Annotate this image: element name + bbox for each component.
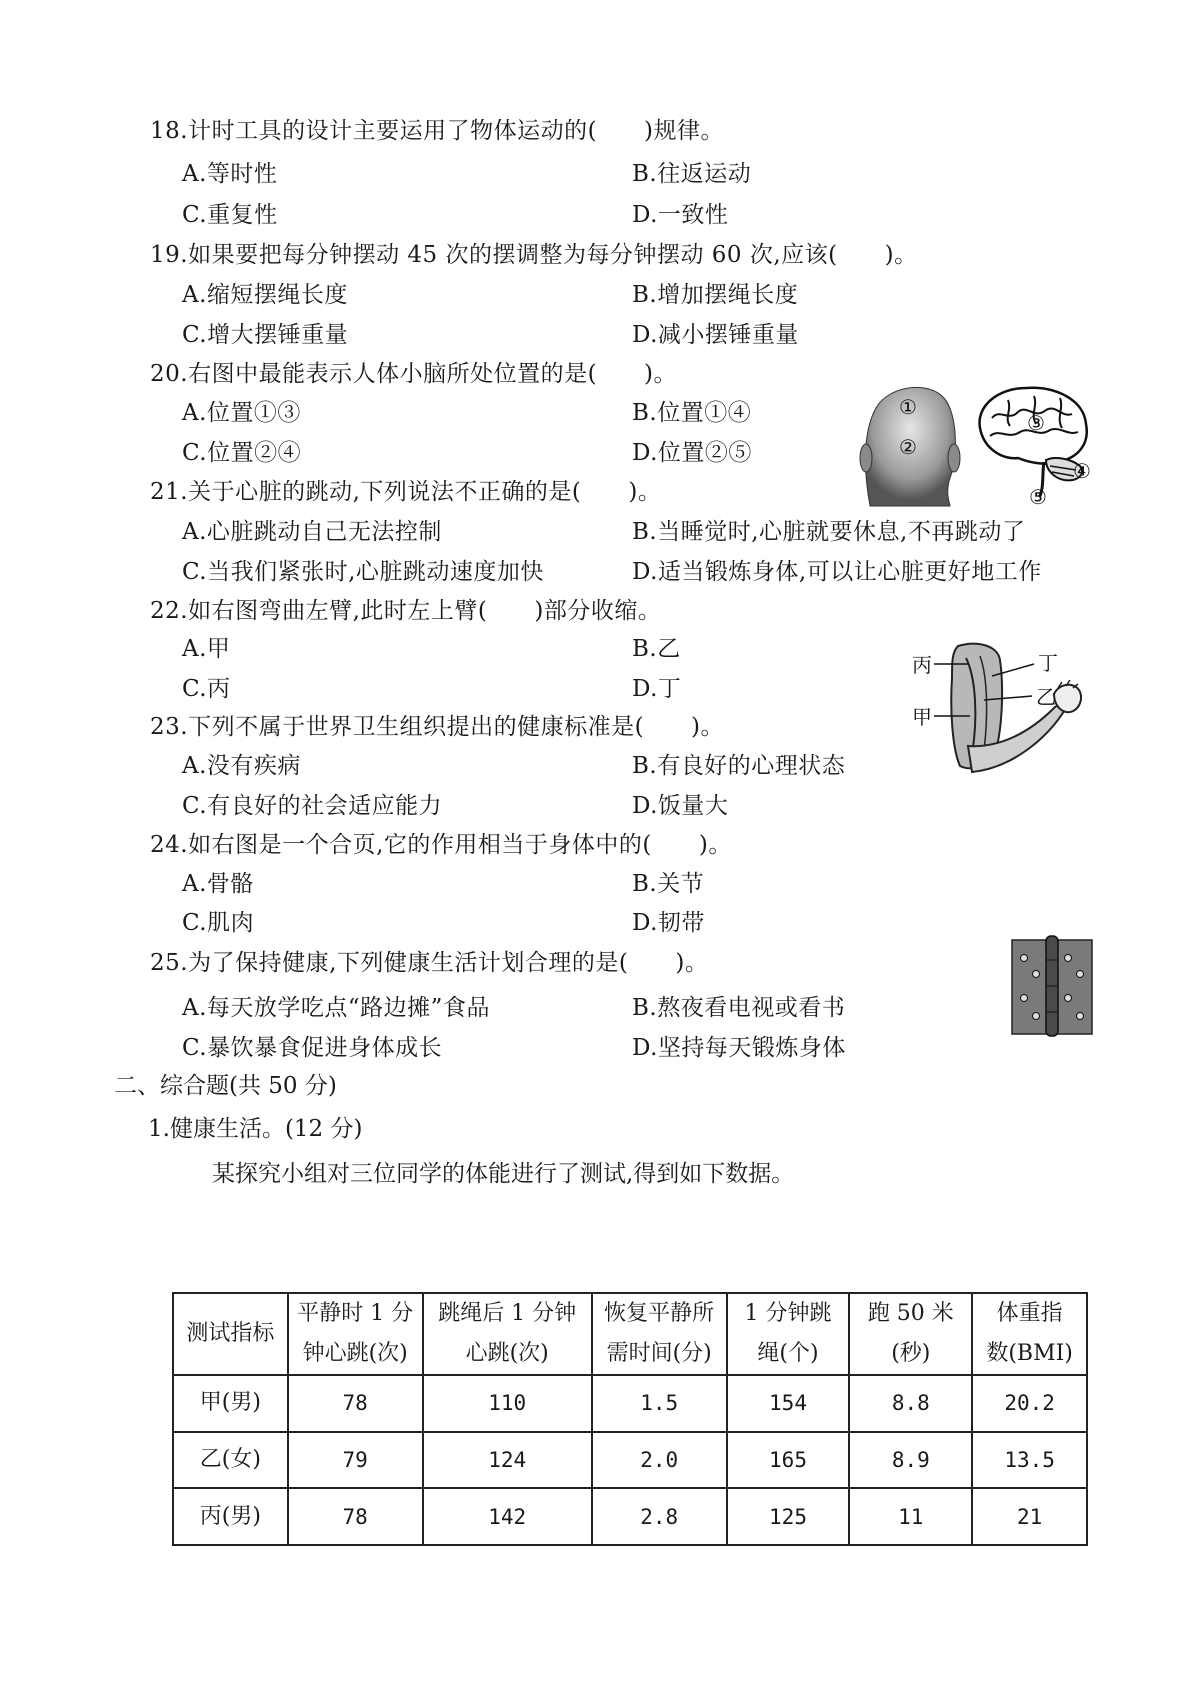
q22-option-c: C.丙 (182, 676, 231, 702)
label-ding: 丁 (1038, 651, 1058, 675)
header-line: 钟心跳(次) (302, 1341, 408, 1366)
table-cell: 79 (288, 1432, 423, 1489)
q22-option-a: A.甲 (182, 636, 231, 662)
question-20-stem: 20.右图中最能表示人体小脑所处位置的是( )。 (150, 361, 678, 387)
q23-option-b: B.有良好的心理状态 (632, 753, 846, 779)
header-line: 平静时 1 分 (297, 1301, 414, 1326)
q19-option-c: C.增大摆锤重量 (182, 322, 349, 348)
brain-image (980, 388, 1087, 496)
table-cell: 165 (727, 1432, 850, 1489)
header-line: 跑 50 米 (867, 1301, 954, 1326)
q18-option-a: A.等时性 (182, 161, 278, 187)
row-label: 甲(男) (173, 1375, 288, 1432)
q22-option-b: B.乙 (632, 636, 681, 662)
q21-option-b: B.当睡觉时,心脏就要休息,不再跳动了 (632, 519, 1026, 545)
table-header-row (173, 1293, 1087, 1375)
head-brain-figure (858, 378, 1098, 508)
hinge-image (1012, 936, 1092, 1036)
header-line: 1 分钟跳 (744, 1301, 832, 1326)
q25-option-d: D.坚持每天锻炼身体 (632, 1035, 846, 1061)
section-title: 二、综合题(共 50 分) (114, 1073, 337, 1099)
table-cell: 8.8 (849, 1375, 972, 1432)
q18-option-b: B.往返运动 (632, 161, 752, 187)
position-4-label: ④ (1073, 459, 1091, 483)
q18-option-d: D.一致性 (632, 202, 729, 228)
header-bmi (972, 1293, 1087, 1375)
table-cell: 11 (849, 1488, 972, 1545)
arm-image (951, 644, 1081, 772)
q24-option-a: A.骨骼 (182, 871, 254, 897)
table-cell: 13.5 (972, 1432, 1087, 1489)
question-23-stem: 23.下列不属于世界卫生组织提出的健康标准是( )。 (150, 714, 725, 740)
question-19-stem: 19.如果要把每分钟摆动 45 次的摆调整为每分钟摆动 60 次,应该( )。 (150, 242, 918, 268)
q20-option-b: B.位置①④ (632, 400, 752, 426)
q19-option-d: D.减小摆锤重量 (632, 322, 799, 348)
table-cell: 2.8 (592, 1488, 727, 1545)
position-1-label: ① (899, 395, 917, 419)
q20-option-d: D.位置②⑤ (632, 440, 752, 466)
table-row (173, 1432, 1087, 1489)
q21-option-d: D.适当锻炼身体,可以让心脏更好地工作 (632, 559, 1042, 585)
q23-option-d: D.饭量大 (632, 793, 729, 819)
table-cell: 20.2 (972, 1375, 1087, 1432)
question-21-stem: 21.关于心脏的跳动,下列说法不正确的是( )。 (150, 479, 662, 505)
table-cell: 2.0 (592, 1432, 727, 1489)
table-cell: 154 (727, 1375, 850, 1432)
header-line: 心跳(次) (465, 1341, 549, 1366)
hinge-figure (1008, 934, 1096, 1038)
header-resting-heart (288, 1293, 423, 1375)
q19-option-a: A.缩短摆绳长度 (182, 282, 348, 308)
intro-text: 某探究小组对三位同学的体能进行了测试,得到如下数据。 (212, 1161, 795, 1187)
table-cell: 78 (288, 1488, 423, 1545)
header-line: (秒) (891, 1341, 931, 1366)
table-cell: 1.5 (592, 1375, 727, 1432)
table-row (173, 1488, 1087, 1545)
table-cell: 124 (423, 1432, 592, 1489)
header-line: 测试指标 (186, 1321, 275, 1346)
table-cell: 125 (727, 1488, 850, 1545)
q24-option-b: B.关节 (632, 871, 705, 897)
header-line: 绳(个) (757, 1341, 819, 1366)
header-after-jump-heart (423, 1293, 592, 1375)
q23-option-c: C.有良好的社会适应能力 (182, 793, 443, 819)
fitness-data-table (172, 1292, 1088, 1546)
position-5-label: ⑤ (1029, 485, 1047, 508)
table-row (173, 1375, 1087, 1432)
q25-option-b: B.熬夜看电视或看书 (632, 995, 846, 1021)
q25-option-a: A.每天放学吃点“路边摊”食品 (182, 995, 490, 1021)
header-recovery-time (592, 1293, 727, 1375)
position-3-label: ③ (1027, 411, 1045, 435)
row-label: 丙(男) (173, 1488, 288, 1545)
q24-option-d: D.韧带 (632, 910, 705, 936)
q23-option-a: A.没有疾病 (182, 753, 301, 779)
header-line: 跳绳后 1 分钟 (438, 1301, 577, 1326)
header-line: 数(BMI) (986, 1341, 1073, 1366)
question-18-stem: 18.计时工具的设计主要运用了物体运动的( )规律。 (150, 118, 725, 144)
q21-option-a: A.心脏跳动自己无法控制 (182, 519, 442, 545)
table-cell: 21 (972, 1488, 1087, 1545)
table-cell: 110 (423, 1375, 592, 1432)
q20-option-a: A.位置①③ (182, 400, 301, 426)
q22-option-d: D.丁 (632, 676, 682, 702)
header-line: 需时间(分) (606, 1341, 712, 1366)
table-cell: 78 (288, 1375, 423, 1432)
label-yi: 乙 (1036, 685, 1056, 709)
label-jia: 甲 (912, 705, 932, 729)
header-line: 恢复平静所 (604, 1301, 715, 1326)
q25-option-c: C.暴饮暴食促进身体成长 (182, 1035, 443, 1061)
header-run-50m (849, 1293, 972, 1375)
header-jump-rope-count (727, 1293, 850, 1375)
table-cell: 8.9 (849, 1432, 972, 1489)
question-24-stem: 24.如右图是一个合页,它的作用相当于身体中的( )。 (150, 832, 732, 858)
question-25-stem: 25.为了保持健康,下列健康生活计划合理的是( )。 (150, 950, 709, 976)
row-label: 乙(女) (173, 1432, 288, 1489)
arm-muscle-figure (908, 638, 1088, 788)
header-test-index (173, 1293, 288, 1375)
position-2-label: ② (899, 435, 917, 459)
q21-option-c: C.当我们紧张时,心脏跳动速度加快 (182, 559, 544, 585)
subsection-title: 1.健康生活。(12 分) (148, 1116, 363, 1142)
question-22-stem: 22.如右图弯曲左臂,此时左上臂( )部分收缩。 (150, 598, 662, 624)
q18-option-c: C.重复性 (182, 202, 278, 228)
q19-option-b: B.增加摆绳长度 (632, 282, 799, 308)
label-bing: 丙 (912, 653, 932, 677)
q20-option-c: C.位置②④ (182, 440, 302, 466)
table-cell: 142 (423, 1488, 592, 1545)
q24-option-c: C.肌肉 (182, 910, 255, 936)
header-line: 体重指 (996, 1301, 1063, 1326)
